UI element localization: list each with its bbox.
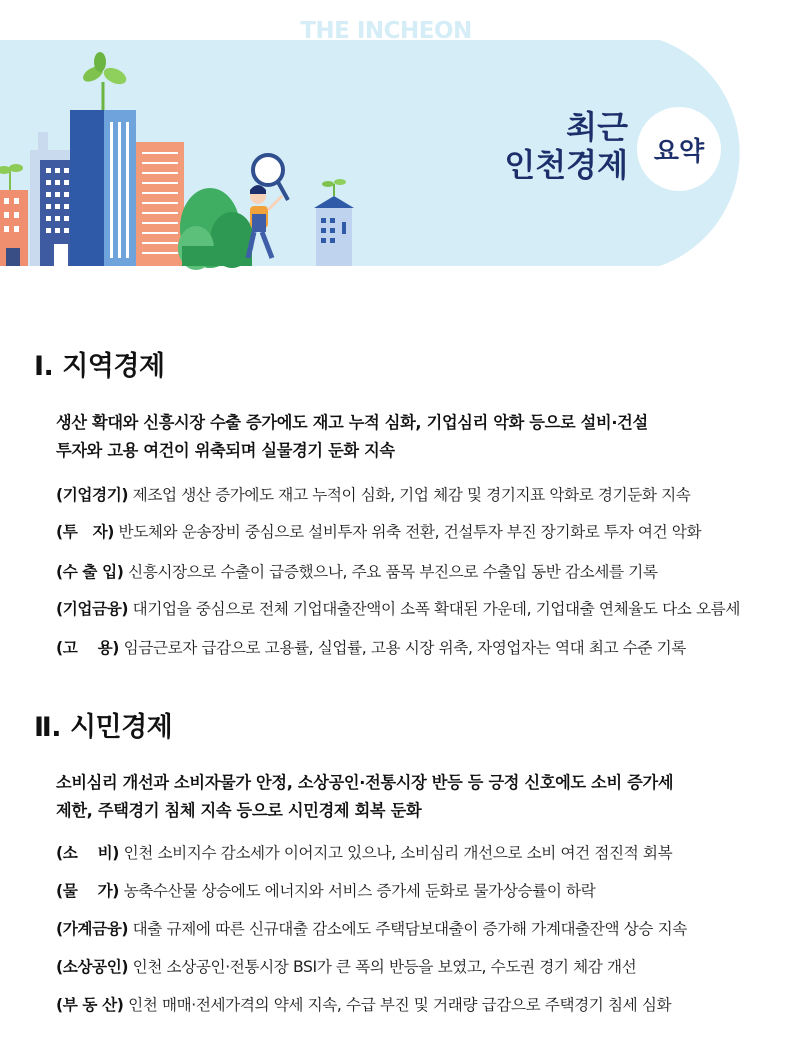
item-text: 제조업 생산 증가에도 재고 누적이 심화, 기업 체감 및 경기지표 악화로 경기둔화 지속 [128,486,691,504]
building-small-icon [314,196,354,266]
item-tag: (수 출 입) [56,563,124,581]
list-item [56,993,776,1015]
item-text: 인천 매매·전세가격의 약세 지속, 수급 부진 및 거래량 급감으로 주택경기 침세 심화 [123,996,672,1014]
list-item [56,520,776,542]
section-title-citizen: Ⅱ. 시민경제 [34,712,173,743]
item-tag: (투 자) [56,523,114,541]
page-title-line2: 인천경제 [504,146,628,184]
section-summary-regional [56,409,761,465]
item-text: 반도체와 운송장비 중심으로 설비투자 위축 전환, 건설투자 부진 장기화로 투자 여건 악화 [113,523,702,541]
summary-badge-label: 요약 [653,136,705,167]
page-title-line1: 최근 [566,108,628,146]
item-text: 대출 규제에 따른 신규대출 감소에도 주택담보대출이 증가해 가계대출잔액 상승 지속 [128,920,687,938]
summary-badge [637,107,721,191]
item-tag: (고 용) [56,639,120,657]
building-left-icon [0,190,28,266]
section-title-regional: Ⅰ. 지역경제 [34,351,165,382]
item-text: 인천 소비지수 감소세가 이어지고 있으나, 소비심리 개선으로 소비 여건 점진적 회복 [119,844,673,862]
item-tag: (소상공인) [56,958,129,976]
summary-line: 투자와 고용 여건이 위축되며 실물경기 둔화 지속 [56,441,395,460]
list-item [56,955,776,977]
list-item [56,560,776,582]
item-text: 임금근로자 급감으로 고용률, 실업률, 고용 시장 위축, 자영업자는 역대 최고 수준 기록 [119,639,686,657]
item-tag: (부 동 산) [56,996,124,1014]
item-tag: (기업금융) [56,600,129,618]
list-item [56,917,776,939]
building-orange-icon [136,142,184,266]
list-item [56,597,776,619]
item-tag: (소 비) [56,844,120,862]
page-title [478,108,628,184]
institute-wordmark: THE INCHEON INSTITUTE [300,18,472,70]
summary-line: 생산 확대와 신흥시장 수출 증가에도 재고 누적 심화, 기업심리 악화 등으로 설비·건설 [56,413,648,432]
header-banner [0,0,806,280]
item-text: 대기업을 중심으로 전체 기업대출잔액이 소폭 확대된 가운데, 기업대출 연체율도 다소 오름세 [128,600,741,618]
summary-line: 제한, 주택경기 침체 지속 등으로 시민경제 회복 둔화 [56,801,422,820]
item-text: 농축수산물 상승에도 에너지와 서비스 증가세 둔화로 물가상승률이 하락 [119,882,596,900]
list-item [56,636,776,658]
item-text: 신흥시장으로 수출이 급증했으나, 주요 품목 부진으로 수출입 동반 감소세를 기록 [123,563,658,581]
building-tower-icon [70,110,136,266]
list-item [56,483,776,505]
item-text: 인천 소상공인·전통시장 BSI가 큰 폭의 반등을 보였고, 수도권 경기 체감 개선 [128,958,637,976]
item-tag: (물 가) [56,882,120,900]
item-tag: (기업경기) [56,486,129,504]
list-item [56,841,776,863]
section-summary-citizen [56,769,761,825]
item-tag: (가계금융) [56,920,129,938]
summary-line: 소비심리 개선과 소비자물가 안정, 소상공인·전통시장 반등 등 긍정 신호에도 소비 증가세 [56,773,674,792]
list-item [56,879,776,901]
